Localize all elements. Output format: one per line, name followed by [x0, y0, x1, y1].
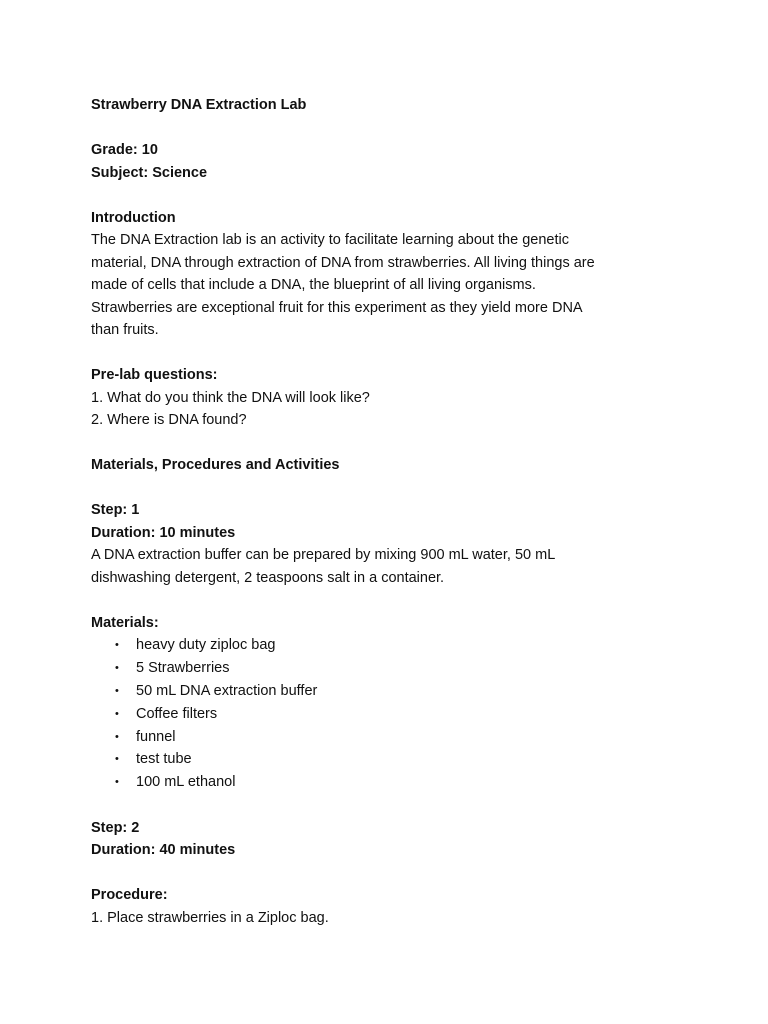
document-page — [91, 94, 691, 929]
spacer — [91, 589, 691, 612]
introduction-line: The DNA Extraction lab is an activity to facilitate learning about the genetic — [91, 232, 569, 248]
procedure-label: Procedure: — [91, 887, 168, 904]
list-item — [91, 703, 691, 726]
list-item — [91, 748, 691, 771]
spacer — [91, 184, 691, 207]
spacer — [91, 342, 691, 365]
material-text: heavy duty ziploc bag — [136, 637, 276, 653]
spacer — [91, 432, 691, 455]
material-text: 50 mL DNA extraction buffer — [136, 682, 318, 699]
step2-duration: Duration: 40 minutes — [91, 842, 236, 859]
material-text: funnel — [136, 728, 176, 745]
materials-procedures-heading: Materials, Procedures and Activities — [91, 457, 340, 473]
bullet-icon: • — [115, 730, 119, 743]
bullet-icon: • — [115, 639, 119, 651]
list-item — [91, 680, 691, 703]
spacer — [91, 862, 691, 885]
material-text: 5 Strawberries — [136, 659, 230, 676]
bullet-icon: • — [115, 707, 119, 720]
spacer — [91, 117, 691, 140]
list-item — [91, 771, 691, 794]
step1-text-line: dishwashing detergent, 2 teaspoons salt in a container. — [91, 569, 445, 586]
introduction-line: material, DNA through extraction of DNA from strawberries. All living things are — [91, 254, 595, 271]
material-text: test tube — [136, 751, 192, 768]
step1-text-line: A DNA extraction buffer can be prepared by mixing 900 mL water, 50 mL — [91, 547, 556, 563]
bullet-icon: • — [115, 684, 119, 697]
grade-label: Grade: 10 — [91, 142, 158, 158]
list-item — [91, 634, 691, 657]
introduction-heading: Introduction — [91, 209, 176, 226]
step1-duration: Duration: 10 minutes — [91, 524, 236, 541]
material-text: Coffee filters — [136, 705, 218, 722]
procedure-step: 1. Place strawberries in a Ziploc bag. — [91, 909, 329, 926]
bullet-icon: • — [115, 776, 119, 789]
list-item — [91, 726, 691, 749]
spacer — [91, 794, 691, 817]
prelab-question: 1. What do you think the DNA will look like? — [91, 389, 370, 406]
spacer — [91, 477, 691, 500]
document-title: Strawberry DNA Extraction Lab — [91, 97, 307, 113]
material-text: 100 mL ethanol — [136, 774, 236, 791]
materials-list — [91, 634, 691, 794]
materials-label: Materials: — [91, 614, 159, 631]
prelab-question: 2. Where is DNA found? — [91, 412, 247, 428]
list-item — [91, 657, 691, 680]
bullet-icon: • — [115, 753, 119, 766]
step2-label: Step: 2 — [91, 819, 140, 836]
subject-label: Subject: Science — [91, 164, 208, 181]
step1-label: Step: 1 — [91, 502, 140, 518]
introduction-line: than fruits. — [91, 322, 159, 338]
prelab-heading: Pre-lab questions: — [91, 367, 218, 383]
bullet-icon: • — [115, 661, 119, 674]
introduction-line: Strawberries are exceptional fruit for this experiment as they yield more DNA — [91, 299, 583, 316]
introduction-line: made of cells that include a DNA, the blueprint of all living organisms. — [91, 277, 536, 293]
